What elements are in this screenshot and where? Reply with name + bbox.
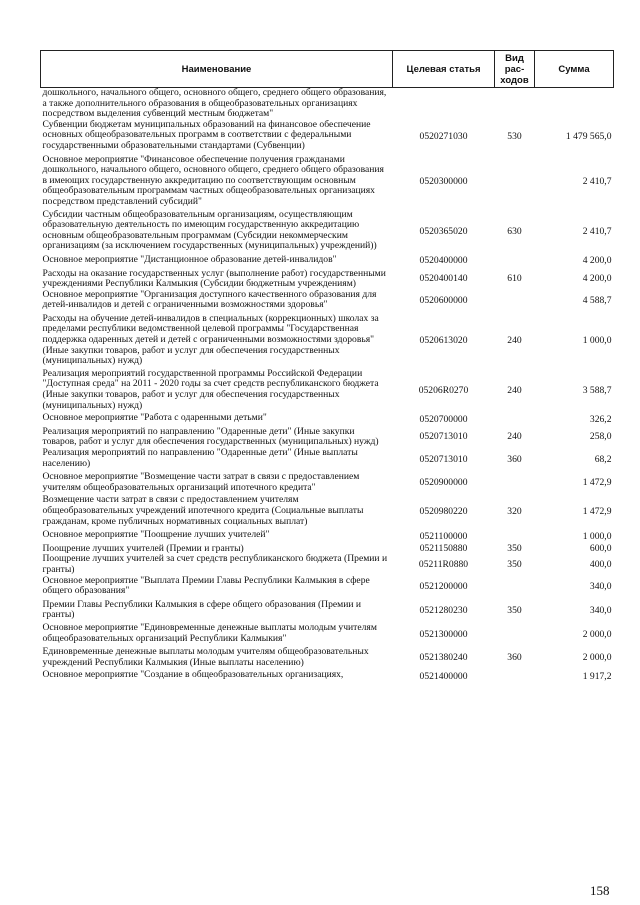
row-code: 0520600000 <box>419 295 468 307</box>
row-type <box>495 576 535 600</box>
row-code: 0521400000 <box>419 670 468 682</box>
row-type <box>495 290 535 314</box>
row-sum: 4 200,0 <box>582 272 612 284</box>
row-type <box>495 670 535 684</box>
row-type: 630 <box>507 225 522 237</box>
row-type: 320 <box>507 506 522 518</box>
row-sum: 258,0 <box>589 431 612 443</box>
row-name: Основное мероприятие "Организация доступного качественного образования для детей-инвалидов и детей с ограниченными возможностями здоровья" <box>42 288 377 311</box>
row-code: 0520400000 <box>419 255 468 267</box>
row-name: Поощрение лучших учителей (Премии и гранты) <box>42 542 244 554</box>
row-sum: 1 472,9 <box>582 477 612 489</box>
row-name: Премии Главы Республики Калмыкия в сфере общего образования (Премии и гранты) <box>42 598 362 621</box>
table-row <box>41 647 614 670</box>
row-name: Основное мероприятие "Финансовое обеспечение получения гражданами дошкольного, начального общего, основного общего, среднего общего образования в имеющих государственную аккредитацию по соответствующим основным общеобразовательным программам частных общеобразовательных организациях посредством представлений субсидий" <box>42 153 384 207</box>
row-type <box>495 472 535 495</box>
table-row <box>41 269 614 290</box>
budget-table <box>40 50 614 684</box>
row-code: 0521200000 <box>419 581 468 593</box>
row-name: Основное мероприятие "Выплата Премии Главы Республики Калмыкия в сфере общего образования" <box>42 574 370 597</box>
table-row <box>41 670 614 684</box>
row-name: Расходы на оказание государственных услуг (выполнение работ) государственными учреждениями Республики Калмыкия (Субсидии бюджетным учреждениям) <box>42 267 386 290</box>
row-code: 0520700000 <box>419 413 468 425</box>
row-name: Субвенции бюджетам муниципальных образований на финансовое обеспечение основных общеобразовательных программ в соответствии с федеральными государственными образовательными стандартами (Субвенции) <box>42 118 371 151</box>
row-type: 610 <box>507 272 522 284</box>
row-sum: 2 410,7 <box>582 225 612 237</box>
table-row <box>41 413 614 427</box>
row-name: Основное мероприятие "Работа с одаренными детьми" <box>42 412 267 424</box>
row-code: 0520365020 <box>419 225 468 237</box>
row-sum: 2 000,0 <box>582 652 612 664</box>
row-code: 0521100000 <box>419 530 468 542</box>
row-sum: 1 479 565,0 <box>565 130 612 142</box>
row-sum: 600,0 <box>589 542 612 554</box>
table-row <box>41 369 614 413</box>
table-row <box>41 623 614 647</box>
row-sum: 400,0 <box>589 558 612 570</box>
row-code: 0520980220 <box>419 506 468 518</box>
row-name: дошкольного, начального общего, основного общего, среднего общего образования, а также дополнительного образования в общеобразовательных организациях посредством выделения субвенций местным бюджетам" <box>42 87 387 120</box>
row-type: 350 <box>507 605 522 617</box>
row-code: 0520613020 <box>419 335 468 347</box>
row-type: 240 <box>507 335 522 347</box>
table-row <box>41 600 614 623</box>
row-type <box>495 530 535 544</box>
header-name: Наименование <box>41 51 393 88</box>
row-sum: 2 410,7 <box>582 175 612 187</box>
row-name: Расходы на обучение детей-инвалидов в специальных (коррекционных) школах за пределами республики ведомственной целевой программы "Государственная поддержка одаренных детей и детей с ограниченными возможностями здоровья" (Иные закупки товаров, работ и услуг для обеспечения государственных (муниципальных) нужд) <box>42 312 379 367</box>
row-code: 0520271030 <box>419 130 468 142</box>
table-row <box>41 210 614 255</box>
row-sum <box>535 88 614 120</box>
row-name: Реализация мероприятий государственной программы Российской Федерации "Доступная среда" на 2011 - 2020 годы за счет средств республиканского бюджета (Иные закупки товаров, работ и услуг для обеспечения государственных (муниципальных) нужд) <box>42 367 379 411</box>
row-sum: 2 000,0 <box>582 628 612 640</box>
row-code: 0521280230 <box>419 605 468 617</box>
header-code: Целевая статья <box>393 51 495 88</box>
row-type: 240 <box>507 384 522 396</box>
row-code: 05206R0270 <box>418 384 469 396</box>
row-sum: 1 000,0 <box>582 335 612 347</box>
table-row <box>41 530 614 544</box>
row-type <box>495 255 535 269</box>
row-type: 360 <box>507 453 522 465</box>
row-name: Единовременные денежные выплаты молодым учителям общеобразовательных учреждений Республики Калмыкия (Иные выплаты населению) <box>42 646 369 668</box>
row-sum: 1 472,9 <box>582 506 612 518</box>
row-name: Реализация мероприятий по направлению "Одаренные дети" (Иные выплаты населению) <box>42 447 358 469</box>
row-name: Возмещение части затрат в связи с предоставлением учителям общеобразовательных учреждений ипотечного кредита (Социальные выплаты гражданам, кроме публичных нормативных социальных выплат) <box>42 494 364 527</box>
row-type <box>495 413 535 427</box>
header-type: Вид рас-ходов <box>495 51 535 88</box>
row-sum: 340,0 <box>589 581 612 593</box>
table-header-row <box>41 51 614 88</box>
table-row <box>41 472 614 495</box>
row-sum: 68,2 <box>594 453 612 465</box>
table-row <box>41 495 614 530</box>
row-sum: 4 200,0 <box>582 255 612 267</box>
row-sum: 4 588,7 <box>582 295 612 307</box>
row-name: Основное мероприятие "Возмещение части затрат в связи с предоставлением учителям общеобразовательных организаций ипотечного кредита" <box>42 471 360 493</box>
row-sum: 1 917,2 <box>582 670 612 682</box>
table-row <box>41 427 614 448</box>
table-row <box>41 255 614 269</box>
row-name: Основное мероприятие "Дистанционное образование детей-инвалидов" <box>42 253 337 265</box>
row-type <box>495 88 535 120</box>
row-code: 0520713010 <box>419 453 468 465</box>
table-row <box>41 290 614 314</box>
row-code: 0520900000 <box>419 477 468 489</box>
table-row <box>41 155 614 210</box>
row-sum: 3 588,7 <box>582 384 612 396</box>
row-name: Основное мероприятие "Единовременные денежные выплаты молодым учителям общеобразовательных организаций Республики Калмыкия" <box>42 621 377 644</box>
table-row <box>41 576 614 600</box>
row-sum: 340,0 <box>589 605 612 617</box>
page-number: 158 <box>590 883 610 898</box>
row-name: Основное мероприятие "Поощрение лучших учителей" <box>42 529 270 541</box>
row-code: 0521380240 <box>419 652 468 664</box>
row-type <box>495 623 535 647</box>
header-sum: Сумма <box>535 51 614 88</box>
row-name: Субсидии частным общеобразовательным организациям, осуществляющим образовательную деятельность по имеющим государственную аккредитацию основным общеобразовательным программам (Субсидии некоммерческим организациям (за исключением государственных (муниципальных) учреждений)) <box>42 208 377 252</box>
table-row <box>41 554 614 575</box>
row-code: 0520400140 <box>419 272 468 284</box>
table-row <box>41 448 614 472</box>
row-type: 360 <box>507 652 522 664</box>
row-name: Реализация мероприятий по направлению "Одаренные дети" (Иные закупки товаров, работ и услуг для обеспечения государственных (муниципальных) нужд) <box>42 425 379 448</box>
row-sum: 326,2 <box>589 413 612 425</box>
table-row <box>41 314 614 369</box>
row-code: 0520713010 <box>419 431 468 443</box>
row-code: 0521300000 <box>419 628 468 640</box>
table-row <box>41 120 614 155</box>
row-type: 350 <box>507 542 522 554</box>
row-name: Основное мероприятие "Создание в общеобразовательных организациях, <box>42 669 344 681</box>
row-code: 0520300000 <box>419 175 468 187</box>
row-code: 05211R0880 <box>418 558 469 570</box>
row-type: 240 <box>507 431 522 443</box>
row-type: 530 <box>507 130 522 142</box>
table-row <box>41 88 614 120</box>
row-code <box>393 88 495 120</box>
row-code: 0521150880 <box>419 542 468 554</box>
row-type: 350 <box>507 558 522 570</box>
row-sum: 1 000,0 <box>582 530 612 542</box>
row-type <box>495 155 535 210</box>
row-name: Поощрение лучших учителей за счет средств республиканского бюджета (Премии и гранты) <box>42 553 388 575</box>
